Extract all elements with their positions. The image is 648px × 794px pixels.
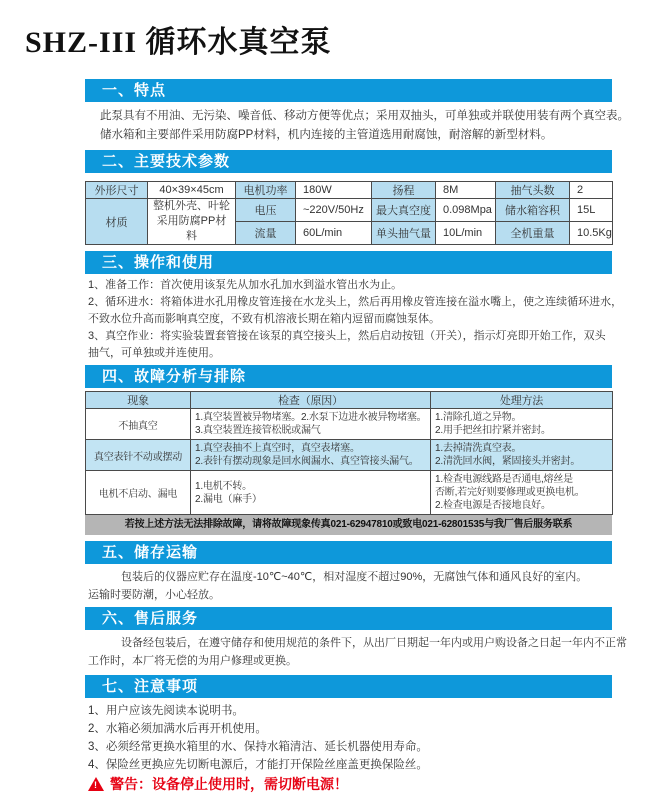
spec-label-suction-heads: 抽气头数 (496, 182, 570, 199)
fault-solution-line: 2.检查电源是否接地良好。 (435, 500, 551, 511)
warning-triangle-icon: ! (88, 777, 104, 791)
fault-solution-line: 1.去掉清洗真空表。 (435, 443, 522, 454)
spec-value-max-vacuum: 0.098Mpa (436, 199, 496, 222)
fault-solution-line: 2.用手把丝扣拧紧并密封。 (435, 425, 551, 436)
section-heading-storage: 五、储存运输 (85, 541, 612, 564)
notes-item: 3、必须经常更换水箱里的水、保持水箱清洁、延长机器使用寿命。 (88, 741, 428, 753)
section-heading-features: 一、特点 (85, 79, 612, 102)
fault-solution-line: 1.清除孔道之异物。 (435, 412, 522, 423)
storage-line: 包装后的仪器应贮存在温度-10℃~40℃，相对湿度不超过90%，无腐蚀气体和通风良好的室内。 (121, 571, 588, 583)
spec-row (86, 199, 613, 222)
product-title: SHZ-III 循环水真空泵 (25, 26, 332, 59)
features-line: 此泵具有不用油、无污染、噪音低、移动方便等优点；采用双抽头，可单独或并联使用装有两个真空表。 (100, 110, 629, 122)
spec-label-tank-volume: 储水箱容积 (496, 199, 570, 222)
fault-check-cell (191, 471, 431, 515)
spec-value-flow: 60L/min (296, 222, 372, 245)
fault-check-line: 3.真空装置连接管松脱或漏气 (195, 425, 321, 436)
fault-phenomenon: 不抽真空 (86, 409, 191, 440)
operation-line: 2、循环进水：将箱体进水孔用橡皮管连接在水龙头上，然后再用橡皮管连接在溢水嘴上，使之连续循环进水， (88, 296, 623, 308)
spec-label-max-vacuum: 最大真空度 (372, 199, 436, 222)
spec-table (85, 181, 613, 245)
power-off-warning (85, 776, 612, 792)
fault-check-line: 1.真空表抽不上真空时，真空表堵塞。 (195, 443, 360, 454)
spec-value-suction-heads: 2 (570, 182, 613, 199)
spec-value-total-weight: 10.5Kg (570, 222, 613, 245)
spec-value-material-line2: 采用防腐PP材料 (156, 215, 227, 242)
fault-solution-cell (431, 471, 613, 515)
fault-phenomenon: 真空表针不动或摆动 (86, 440, 191, 471)
notes-item: 2、水箱必须加满水后再开机使用。 (88, 723, 267, 735)
spec-label-dimensions: 外形尺寸 (86, 182, 148, 199)
spec-value-voltage: ~220V/50Hz (296, 199, 372, 222)
storage-paragraph (85, 568, 612, 604)
section-heading-after-sales: 六、售后服务 (85, 607, 612, 630)
spec-value-motor-power: 180W (296, 182, 372, 199)
spec-value-single-head-suction: 10L/min (436, 222, 496, 245)
spec-label-voltage: 电压 (236, 199, 296, 222)
spec-value-material-line1: 整机外壳、叶轮 (153, 200, 230, 212)
fault-row (86, 409, 613, 440)
service-contact-bar: 若按上述方法无法排除故障，请将故障现象传真021-62947810或致电021-62801535与我厂售后服务联系 (85, 515, 612, 535)
operation-line: 1、准备工作：首次使用该泵先从加水孔加水到溢水管出水为止。 (88, 279, 403, 291)
fault-check-line: 1.电机不转。 (195, 480, 252, 492)
fault-solution-cell (431, 440, 613, 471)
fault-solution-line: 2.清洗回水阀，紧固接头并密封。 (435, 456, 581, 467)
fault-row (86, 471, 613, 515)
notes-list (85, 702, 612, 774)
warning-text: 警告：设备停止使用时，需切断电源！ (110, 776, 348, 792)
fault-table (85, 391, 613, 515)
fault-check-line: 1.真空装置被异物堵塞。2.水泵下边进水被异物堵塞。 (195, 412, 427, 423)
section-heading-operation: 三、操作和使用 (85, 251, 612, 274)
after-sales-paragraph (85, 634, 627, 670)
features-line: 储水箱和主要部件采用防腐PP材料，机内连接的主管道选用耐腐蚀，耐溶解的新型材料。 (100, 129, 553, 141)
storage-line: 运输时要防潮，小心轻放。 (88, 589, 220, 601)
spec-label-motor-power: 电机功率 (236, 182, 296, 199)
operation-line: 3、真空作业：将实验装置套管接在该泵的真空接头上，然后启动按钮（开关），指示灯亮即开始工作，双头 (88, 330, 606, 342)
spec-label-single-head-suction: 单头抽气量 (372, 222, 436, 245)
fault-table-header-row (86, 392, 613, 409)
manual-content (85, 79, 629, 792)
fault-phenomenon: 电机不启动、漏电 (86, 471, 191, 515)
fault-check-line: 2.漏电（麻手） (195, 493, 262, 505)
section-heading-specs: 二、主要技术参数 (85, 150, 612, 173)
spec-row (86, 182, 613, 199)
spec-value-dimensions: 40×39×45cm (148, 182, 236, 199)
fault-check-cell (191, 409, 431, 440)
operation-line: 不致水位升高而影响真空度，不致有机溶液长期在箱内逗留而腐蚀泵体。 (88, 313, 440, 325)
fault-check-cell (191, 440, 431, 471)
fault-check-line: 2.表针有摆动现象是回水阀漏水、真空管接头漏气。 (195, 456, 419, 467)
notes-item: 4、保险丝更换应先切断电源后，才能打开保险丝座盖更换保险丝。 (88, 759, 428, 771)
spec-label-lift: 扬程 (372, 182, 436, 199)
fault-solution-cell (431, 409, 613, 440)
operation-paragraph (85, 277, 623, 362)
features-paragraph (85, 107, 629, 145)
spec-value-material (148, 199, 236, 245)
fault-header-solution: 处理方法 (431, 392, 613, 409)
spec-label-material: 材质 (86, 199, 148, 245)
fault-row (86, 440, 613, 471)
spec-value-tank-volume: 15L (570, 199, 613, 222)
fault-header-check: 检查（原因） (191, 392, 431, 409)
spec-value-lift: 8M (436, 182, 496, 199)
spec-label-flow: 流量 (236, 222, 296, 245)
spec-label-total-weight: 全机重量 (496, 222, 570, 245)
operation-line: 抽气，可单独或并连使用。 (88, 347, 220, 359)
after-sales-line: 设备经包装后，在遵守储存和使用规范的条件下，从出厂日期起一年内或用户购设备之日起一年内不正常 (121, 637, 627, 649)
section-heading-notes: 七、注意事项 (85, 675, 612, 698)
notes-item: 1、用户应该先阅读本说明书。 (88, 705, 244, 717)
after-sales-line: 工作时，本厂将无偿的为用户修理或更换。 (88, 655, 297, 667)
section-heading-faults: 四、故障分析与排除 (85, 365, 612, 388)
fault-solution-line: 否断,若完好则要修理或更换电机。 (435, 487, 585, 498)
fault-solution-line: 1.检查电源线路是否通电,熔丝是 (435, 474, 573, 485)
fault-header-phenomenon: 现象 (86, 392, 191, 409)
